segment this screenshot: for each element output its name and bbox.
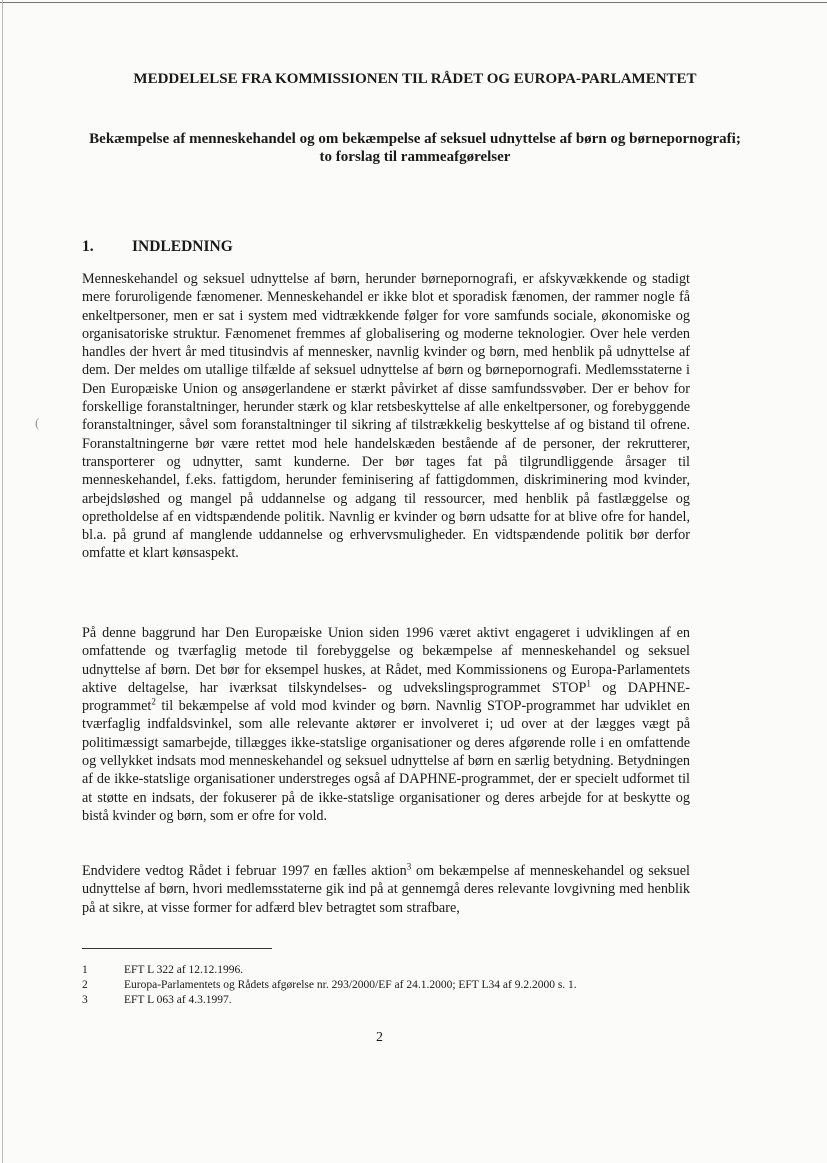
footnote-ref-2: 2 <box>151 696 156 707</box>
document-subtitle <box>80 130 750 166</box>
footnote <box>82 993 577 1008</box>
paragraph-3-text-a: Endvidere vedtog Rådet i februar 1997 en fælles aktion <box>82 863 407 879</box>
footnote-text: EFT L 063 af 4.3.1997. <box>124 994 232 1006</box>
scan-speck: ( <box>35 415 40 430</box>
footnotes <box>82 963 577 1008</box>
left-scan-edge <box>2 0 3 1163</box>
document-title: MEDDELELSE FRA KOMMISSIONEN TIL RÅDET OG EUROPA-PARLAMENTET <box>133 71 697 87</box>
subtitle-line-2: to forslag til rammeafgørelser <box>319 149 511 165</box>
footnote-text: EFT L 322 af 12.12.1996. <box>124 964 244 976</box>
paragraph-3 <box>82 862 690 917</box>
footnote-mark: 3 <box>82 994 88 1006</box>
section-heading <box>82 238 233 256</box>
paragraph-1: Menneskehandel og seksuel udnyttelse af børn, herunder børnepornografi, er afskyvækkende og stadigt mere foruroligende fænomener. Menneskehandel er ikke blot et sporadisk fænomen, der rammer nogle få enkeltpersoner, men er sat i system med vidtrækkende følger for vore samfunds sociale, økonomiske og organisatoriske struktur. Fænomenet fremmes af globalisering og moderne teknologier. Over hele verden handles der hvert år med titusindvis af mennesker, navnlig kvinder og børn, med henblik på udnyttelse af dem. Der meldes om utallige tilfælde af seksuel udnyttelse af børn og børnepornografi. Medlemsstaterne i Den Europæiske Union og ansøgerlandene er stærkt påvirket af disse samfundssvøber. Der er behov for forskellige foranstaltninger, herunder stærk og klar retsbeskyttelse af alle enkeltpersoner, og forebyggende foranstaltninger, såvel som foranstaltninger til sikring af tilstrækkelig beskyttelse af og bistand til ofrene. Foranstaltningerne bør være rettet mod hele handelskæden bestående af de personer, der rekrutterer, transporterer og udnytter, samt kunderne. Der bør tages fat på tilgrundliggende årsager til menneskehandel, f.eks. fattigdom, herunder feminisering af fattigdommen, diskriminering mod kvinder, arbejdsløshed og mangel på uddannelse og adgang til ressourcer, med henblik på fastlæggelse og opretholdelse af en vidtspændende politik. Navnlig er kvinder og børn udsatte for at blive ofre for handel, bl.a. på grund af manglende uddannelse og erhvervsmuligheder. En vidtspændende politik bør derfor omfatte et klart kønsaspekt. <box>82 271 690 562</box>
section-title: INDLEDNING <box>132 238 233 255</box>
paragraph-3-text-b: om bekæmpelse af menneskehandel og seksuel udnyttelse af børn, hvori medlemsstaterne gik ind på at gennemgå deres relevante lovgivning med henblik på at sikre, at visse former for adfærd blev betragtet som strafbare, <box>82 863 690 916</box>
footnote-ref-1: 1 <box>586 678 591 689</box>
footnote <box>82 978 577 993</box>
subtitle-line-1: Bekæmpelse af menneskehandel og om bekæmpelse af seksuel udnyttelse af børn og børnepornografi; <box>89 131 741 147</box>
footnote-mark: 2 <box>82 979 88 991</box>
footnote-text: Europa-Parlamentets og Rådets afgørelse nr. 293/2000/EF af 24.1.2000; EFT L34 af 9.2.2000 s. 1. <box>124 979 577 991</box>
top-scan-edge <box>0 2 827 3</box>
footnote-separator <box>82 948 272 949</box>
paragraph-2-text-c: til bekæmpelse af vold mod kvinder og børn. Navnlig STOP-programmet har udviklet en tværfaglig indfaldsvinkel, som alle relevante aktører er involveret i; ud over at der lægges vægt på politimæssigt samarbejde, tillægges ikke-statslige organisationer og deres afgørende rolle i en omfattende og vellykket indsats mod menneskehandel og seksuel udnyttelse af børn en særlig betydning. Betydningen af de ikke-statslige organisationer understreges også af DAPHNE-programmet, der er specielt udformet til at støtte en indsats, der fokuserer på de ikke-statslige organisationer og deres arbejde for at beskytte og bistå kvinder og børn, som er ofre for vold. <box>82 698 690 824</box>
paragraph-2-text-b: og DAPHNE-programmet <box>82 679 690 715</box>
section-number: 1. <box>82 238 94 255</box>
paragraph-2 <box>82 624 690 825</box>
paragraph-2-text-a: På denne baggrund har Den Europæiske Union siden 1996 været aktivt engageret i udviklingen af en omfattende og tværfaglig metode til forebyggelse og bekæmpelse af menneskehandel og seksuel udnyttelse af børn. Det bør for eksempel huskes, at Rådet, med Kommissionens og Europa-Parlamentets aktive deltagelse, har iværksat tilskyndelses- og udvekslingsprogrammet STOP <box>82 625 690 696</box>
footnote-mark: 1 <box>82 964 88 976</box>
page-number: 2 <box>376 1030 383 1045</box>
footnote <box>82 963 577 978</box>
footnote-ref-3: 3 <box>406 861 412 872</box>
